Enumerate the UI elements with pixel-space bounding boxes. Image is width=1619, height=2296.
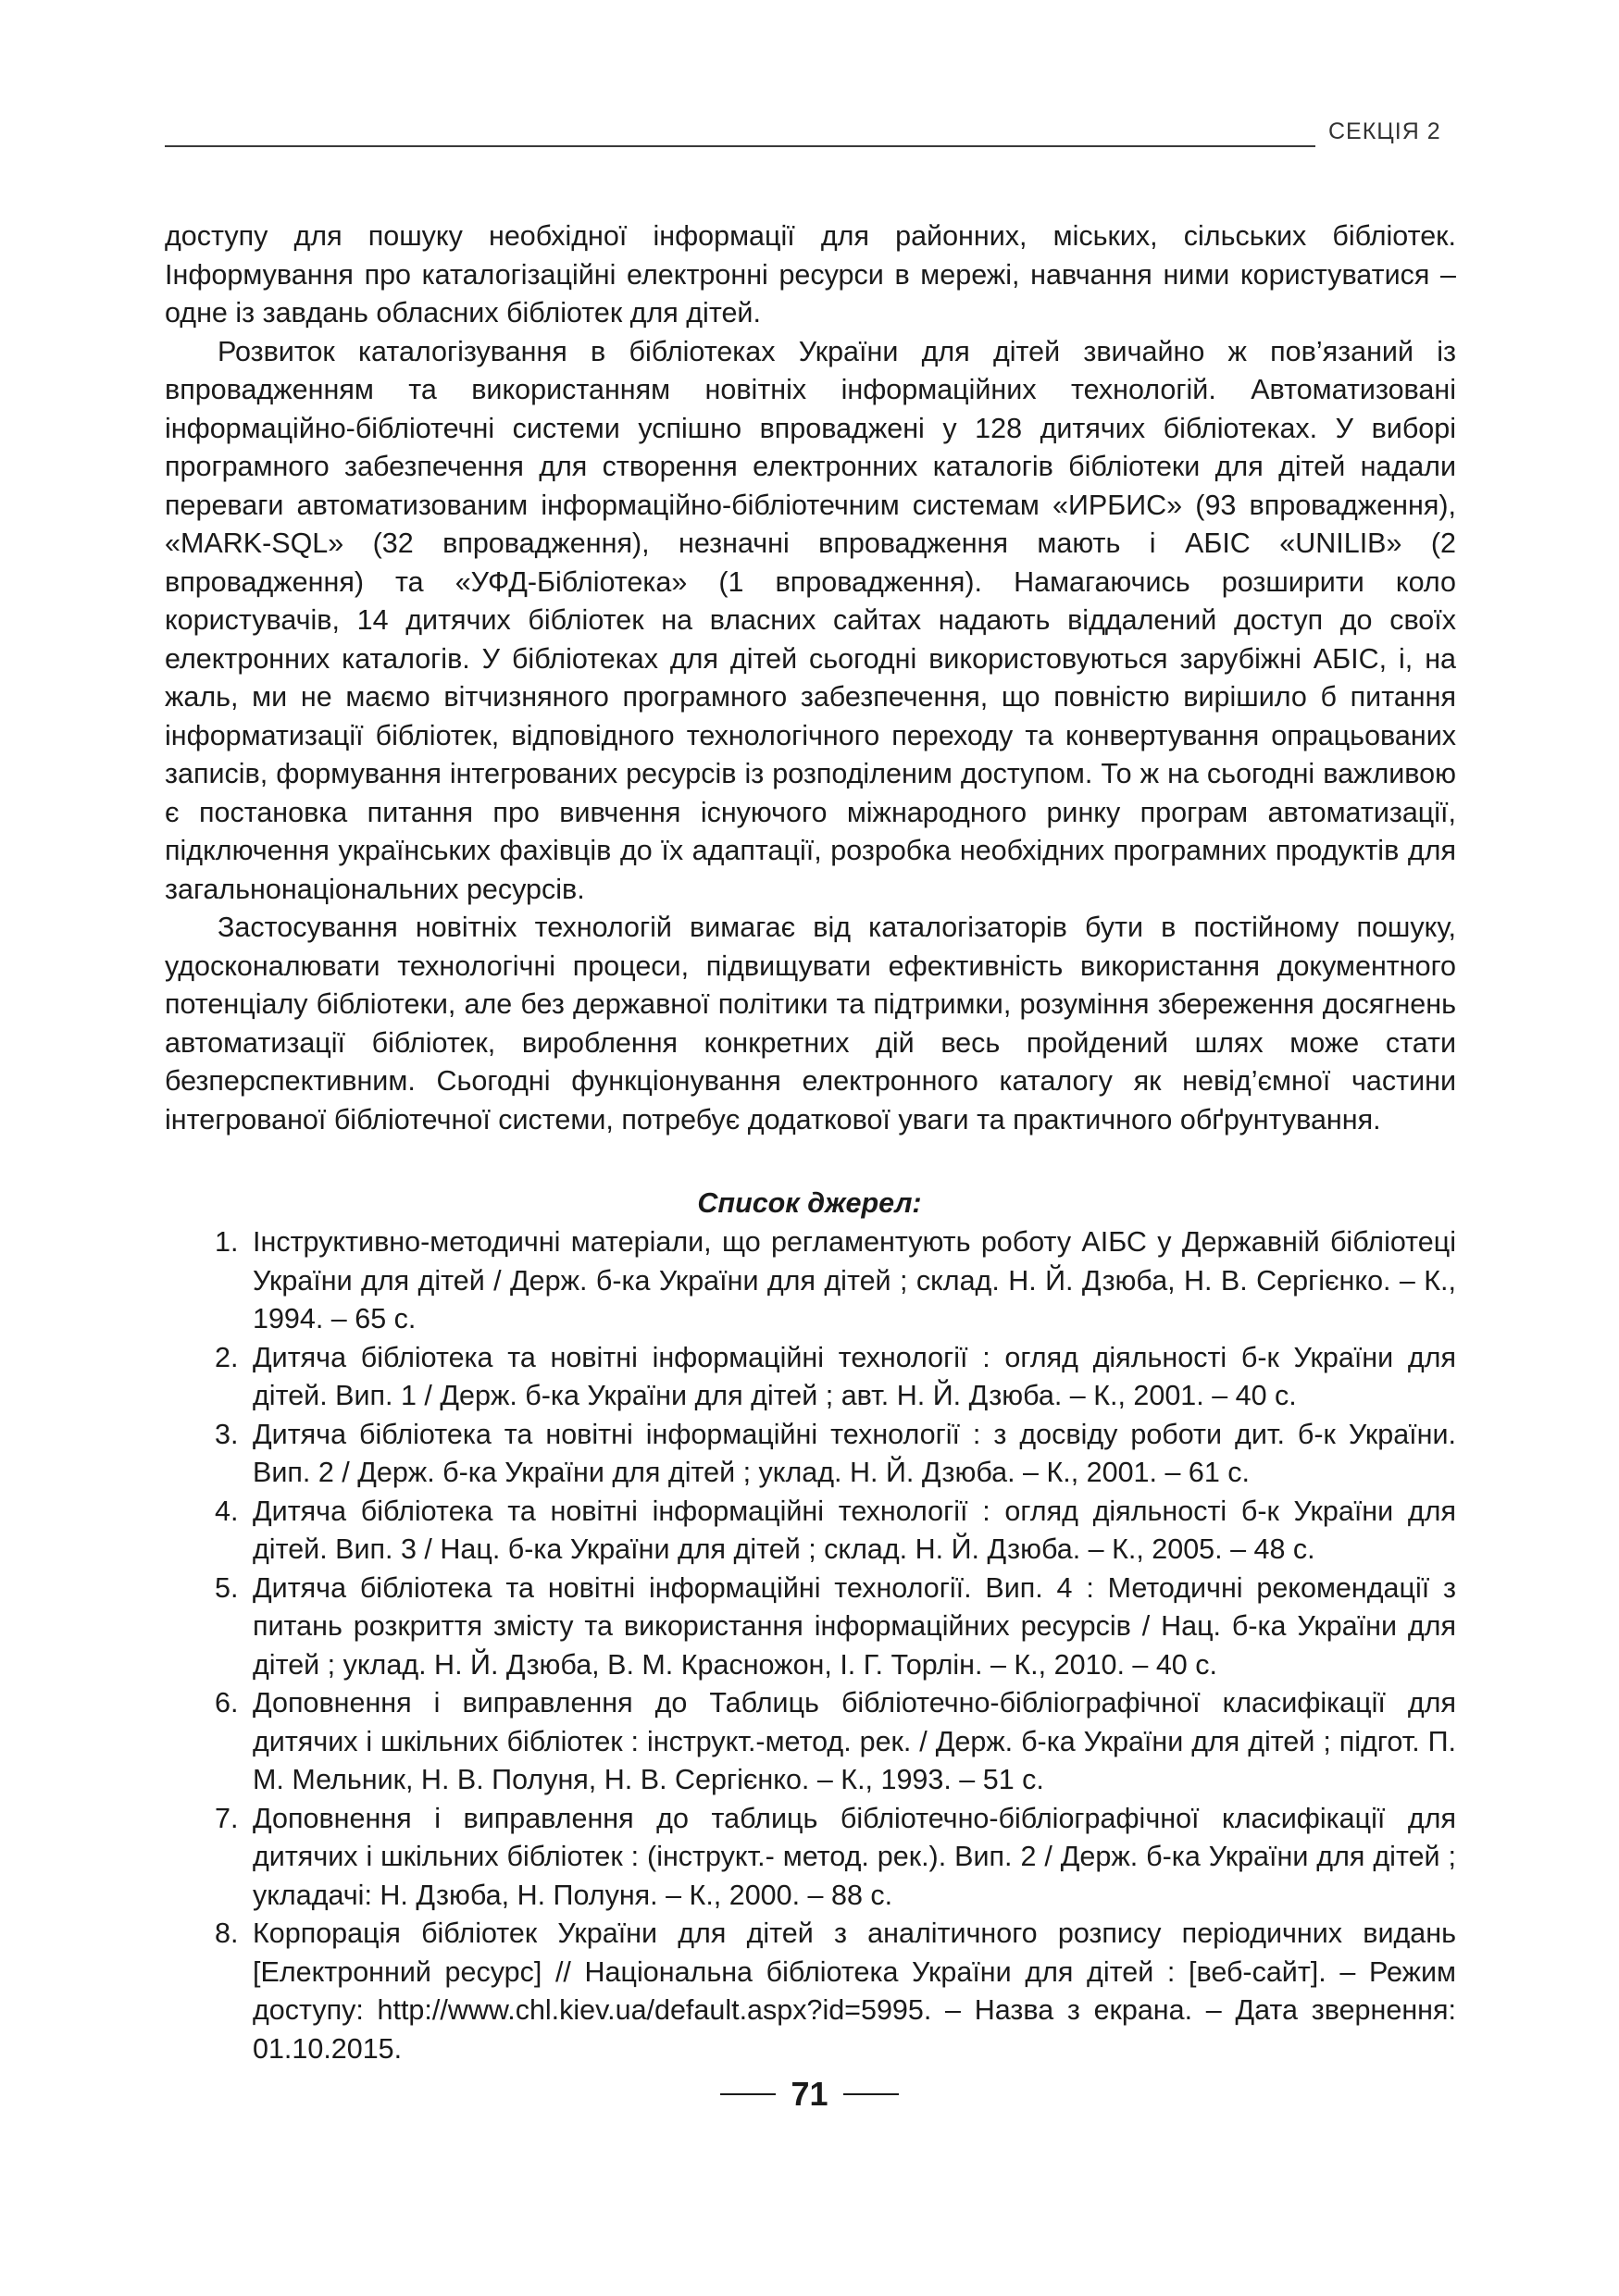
paragraph-continued: доступу для пошуку необхідної інформації для районних, міських, сільських бібліотек. Інформування про каталогізаційні електронні ресурси в мережі, навчання ними користуватися – одне із завдань обласних бібліотек для дітей.: [165, 220, 1456, 329]
source-number: 1.: [215, 1226, 239, 1258]
source-item: [215, 1800, 1456, 1916]
body-text: [165, 217, 1456, 1139]
source-text: Інструктивно-методичні матеріали, що регламентують роботу АІБС у Державній бібліотеці України для дітей / Держ. б-ка України для дітей ; склад. Н. Й. Дзюба, Н. В. Сергієнко. – К., 1994. – 65 с.: [253, 1226, 1456, 1334]
source-item: [215, 1915, 1456, 2068]
footer-dash-right: [843, 2093, 899, 2095]
source-text: Дитяча бібліотека та новітні інформаційні технології : з досвіду роботи дит. б-к України. Вип. 2 / Держ. б-ка України для дітей ; уклад. Н. Й. Дзюба. – К., 2001. – 61 с.: [253, 1418, 1456, 1488]
page-footer: [0, 2075, 1619, 2114]
source-text: Дитяча бібліотека та новітні інформаційні технології. Вип. 4 : Методичні рекомендації з питань розкриття змісту та використання інформаційних ресурсів / Нац. б-ка України для дітей ; уклад. Н. Й. Дзюба, В. М. Красножон, І. Г. Торлін. – К., 2010. – 40 с.: [253, 1571, 1456, 1681]
footer-dash-left: [720, 2093, 776, 2095]
paragraph: Застосування новітніх технологій вимагає від каталогізаторів бути в постійному пошуку, удосконалювати технологічні процеси, підвищувати ефективність використання документного потенціалу бібліотеки, але без державної політики та підтримки, розуміння збереження досягнень автоматизації бібліотек, вироблення конкретних дій весь пройдений шлях може стати безперспективним. Сьогодні функціонування електронного каталогу як невід’ємної частини інтегрованої бібліотечної системи, потребує додаткової уваги та практичного обґрунтування.: [165, 912, 1456, 1136]
page-number: 71: [791, 2075, 828, 2113]
section-label: СЕКЦІЯ 2: [1328, 118, 1441, 144]
source-text: Дитяча бібліотека та новітні інформаційні технології : огляд діяльності б-к України для дітей. Вип. 1 / Держ. б-ка України для дітей ; авт. Н. Й. Дзюба. – К., 2001. – 40 с.: [253, 1341, 1456, 1411]
source-number: 8.: [215, 1917, 239, 1949]
source-item: [215, 1570, 1456, 1685]
paragraph: Розвиток каталогізування в бібліотеках України для дітей звичайно ж пов’язаний із впровадженням та використанням новітніх інформаційних технологій. Автоматизовані інформаційно-бібліотечні системи успішно впроваджені у 128 дитячих бібліотеках. У виборі програмного забезпечення для створення електронних каталогів бібліотеки для дітей надали переваги автоматизованим інформаційно-бібліотечним системам «ИРБИС» (93 впровадження), «MARK-SQL» (32 впровадження), незначні впровадження мають і АБІС «UNILIB» (2 впровадження) та «УФД-Бібліотека» (1 впровадження). Намагаючись розширити коло користувачів, 14 дитячих бібліотек на власних сайтах надають віддалений доступ до своїх електронних каталогів. У бібліотеках для дітей сьогодні використовуються зарубіжні АБІС, і, на жаль, ми не маємо вітчизняного програмного забезпечення, що повністю вирішило б питання інформатизації бібліотек, відповідного технологічного переходу та конвертування опрацьованих записів, формування інтегрованих ресурсів із розподіленим доступом. То ж на сьогодні важливою є постановка питання про вивчення існуючого міжнародного ринку програм автоматизації, підключення українських фахівців до їх адаптації, розробка необхідних програмних продуктів для загальнонаціональних ресурсів.: [165, 335, 1456, 905]
source-number: 3.: [215, 1418, 239, 1450]
source-item: [215, 1339, 1456, 1416]
source-text: Доповнення і виправлення до Таблиць бібліотечно-бібліографічної класифікації для дитячих і шкільних бібліотек : інструкт.-метод. рек. / Держ. б-ка України для дітей ; підгот. П. М. Мельник, Н. В. Полуня, Н. В. Сергієнко. – К., 1993. – 51 с.: [253, 1687, 1456, 1795]
source-text: Дитяча бібліотека та новітні інформаційні технології : огляд діяльності б-к України для дітей. Вип. 3 / Нац. б-ка України для дітей ; склад. Н. Й. Дзюба. – К., 2005. – 48 с.: [253, 1495, 1456, 1565]
source-item: [215, 1684, 1456, 1800]
source-text: Доповнення і виправлення до таблиць бібліотечно-бібліографічної класифікації для дитячих і шкільних бібліотек : (інструкт.- метод. рек.). Вип. 2 / Держ. б-ка України для дітей ; укладачі: Н. Дзюба, Н. Полуня. – К., 2000. – 88 с.: [253, 1802, 1456, 1911]
source-item: [215, 1416, 1456, 1493]
source-item: [215, 1493, 1456, 1570]
source-number: 5.: [215, 1571, 239, 1604]
source-text: Корпорація бібліотек України для дітей з аналітичного розпису періодичних видань [Електронний ресурс] // Національна бібліотека України для дітей : [веб-сайт]. – Режим доступу: http://www.chl.kiev.ua/default.aspx?id=5995. – Назва з екрана. – Дата звернення: 01.10.2015.: [253, 1917, 1456, 2065]
source-number: 7.: [215, 1802, 239, 1834]
source-number: 4.: [215, 1495, 239, 1527]
sources-heading: Список джерел:: [697, 1187, 922, 1219]
sources-list: [215, 1223, 1456, 2068]
header-rule: [165, 145, 1315, 147]
source-number: 2.: [215, 1341, 239, 1373]
source-item: [215, 1223, 1456, 1339]
source-number: 6.: [215, 1687, 239, 1719]
